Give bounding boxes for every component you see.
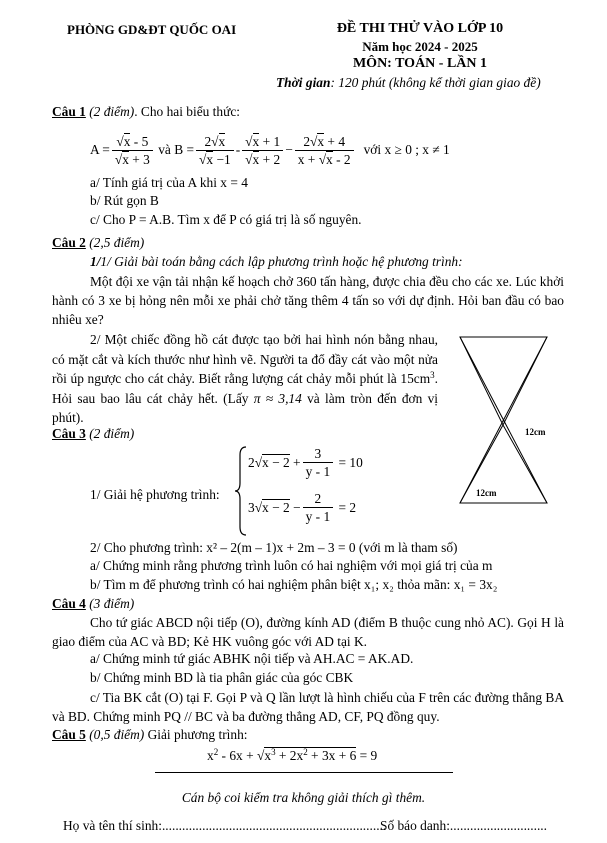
q2-part2-a: 2/ Một chiếc đồng hồ cát được tạo bởi hai hình nón bằng nhau, có mặt cắt và kích thước như hình vẽ. Người ta đổ đầy cát vào một nửa rồi úp ngược cho cát chảy. Biết rằng lượng cát chảy mỗi phút là 15cm	[52, 332, 438, 386]
time-line	[276, 75, 541, 91]
q1-part-c: c/ Cho P = A.B. Tìm x để P có giá trị là số nguyên.	[90, 212, 362, 227]
q2-part1-text: Một đội xe vận tải nhận kế hoạch chở 360 tấn hàng, được chia đều cho các xe. Lúc khởi hành có 3 xe bị hỏng nên mỗi xe phải chở tăng thêm 4 tấn so với dự định. Hỏi ban đầu có bao nhiêu xe?	[52, 274, 564, 327]
q1-part-a: a/ Tính giá trị của A khi x = 4	[90, 175, 248, 190]
q5-label: Câu 5	[52, 727, 86, 742]
time-label: Thời gian	[276, 75, 331, 90]
footer-note: Cán bộ coi kiểm tra không giải thích gì thêm.	[181, 790, 426, 805]
q2-part1-title: 1/1/ Giải bài toán bằng cách lập phương trình hoặc hệ phương trình:	[90, 254, 463, 269]
q2-part2-d: và làm tròn đến đơn vị phút).	[52, 390, 439, 425]
system-eq-1: 2√x − 2 + $\frac{3}{y - 1}$ = 10	[248, 446, 363, 479]
q5-equation: $x^2 - 6x + √x^3 + 2x^2 + 3x + 6 = 9$	[207, 747, 378, 763]
q1-part-b: b/ Rút gọn B	[90, 193, 159, 208]
candidate-name	[63, 818, 386, 834]
q5-points: (0,5 điểm)	[85, 727, 145, 742]
q1-intro: . Cho hai biểu thức:	[134, 104, 241, 119]
q3-part2: 2/ Cho phương trình: x² – 2(m – 1)x + 2m – 3 = 0 (với m là tham số)	[90, 540, 458, 555]
candidate-id-dots: .............................	[449, 818, 548, 833]
q1-label: Câu 1	[52, 104, 86, 119]
q3-label: Câu 3	[52, 426, 86, 441]
q4-intro: Cho tứ giác ABCD nội tiếp (O), đường kính AD (điểm B thuộc cung nhỏ AC). Gọi H là giao điểm của AC và BD; Kẻ HK vuông góc với AD tại K.	[52, 615, 564, 649]
q4-part-a: a/ Chứng minh tứ giác ABHK nội tiếp và AH.AC = AK.AD.	[90, 651, 414, 666]
q2-points: (2,5 điểm)	[85, 235, 145, 250]
header-org: PHÒNG GD&ĐT QUỐC OAI	[67, 22, 237, 37]
q4-points: (3 điểm)	[85, 596, 135, 611]
system-eq-2: 3√x − 2 − $\frac{2}{y - 1}$ = 2	[248, 491, 357, 524]
q2-label: Câu 2	[52, 235, 86, 250]
q2-part1-title-text: 1/ Giải bài toán bằng cách lập phương trình hoặc hệ phương trình:	[100, 254, 463, 269]
q4-part-c: c/ Tia BK cắt (O) tại F. Gọi P và Q lần lượt là hình chiếu của F trên các đường thẳng BA và BD. Chứng minh PQ // BC và ba đường thẳng AD, CF, PQ đồng quy.	[52, 690, 564, 724]
subject: MÔN: TOÁN - LẦN 1	[352, 56, 488, 71]
q1-condition: với x ≥ 0 ; x ≠ 1	[363, 142, 450, 157]
fig-width-label: 12cm	[476, 488, 497, 498]
q3-points: (2 điểm)	[85, 426, 135, 441]
hourglass-figure	[440, 333, 570, 508]
q5-heading	[52, 727, 247, 743]
candidate-id	[380, 818, 547, 834]
q3-part-a: a/ Chứng minh rằng phương trình luôn có hai nghiệm với mọi giá trị của m	[90, 558, 493, 573]
exam-title: ĐỀ THI THỬ VÀO LỚP 10	[336, 21, 504, 36]
q2-part2-text: 2/ Một chiếc đồng hồ cát được tạo bởi hai hình nón bằng nhau, có mặt cắt và kích thước như hình vẽ. Người ta đổ đầy cát vào một nửa rồi úp ngược cho cát chảy. Biết rằng lượng cát chảy mỗi phút là $15cm^3$. Hỏi sau bao lâu cát chảy hết. (Lấy π ≈ 3,14 và làm tròn đến đơn vị phút).	[52, 332, 439, 425]
q2-part2-pi: π ≈ 3,14	[253, 390, 302, 406]
separator-line	[155, 772, 453, 773]
time-value: : 120 phút (không kể thời gian giao đề)	[330, 75, 541, 90]
candidate-id-label: Số báo danh:	[380, 818, 450, 833]
q4-label: Câu 4	[52, 596, 86, 611]
q4-heading	[52, 596, 134, 612]
candidate-name-dots: ...................................................................	[161, 818, 387, 833]
q2-heading	[52, 235, 144, 251]
q1-formula: A = $\frac{√x - 5}{√x + 3}$ và B = $\frac{2√x}{√x -1}$ - $\frac{√x + 1}{√x + 2}$ − $\frac{2√x + 4}{x + √x - 2}$ với x ≥ 0 ; x ≠ 1	[90, 133, 450, 167]
candidate-name-label: Họ và tên thí sinh:	[63, 818, 162, 833]
fig-height-label: 12cm	[525, 427, 546, 437]
school-year: Năm học 2024 - 2025	[362, 39, 478, 54]
system-brace	[234, 445, 248, 537]
q3-part-b: b/ Tìm m để phương trình có hai nghiệm phân biệt x₁; x₂ thỏa mãn: x₁ = 3x₂	[90, 577, 498, 592]
q1-heading	[52, 104, 240, 120]
q1-points: (2 điểm)	[85, 104, 135, 119]
q3-part1: 1/ Giải hệ phương trình:	[90, 487, 220, 502]
q5-intro: Giải phương trình:	[144, 727, 248, 742]
q2-part2-b: . Hỏi sau bao lâu cát chảy hết. (Lấy	[52, 371, 438, 406]
q4-part-b: b/ Chứng minh BD là tia phân giác của góc CBK	[90, 670, 354, 685]
q3-heading	[52, 426, 134, 442]
